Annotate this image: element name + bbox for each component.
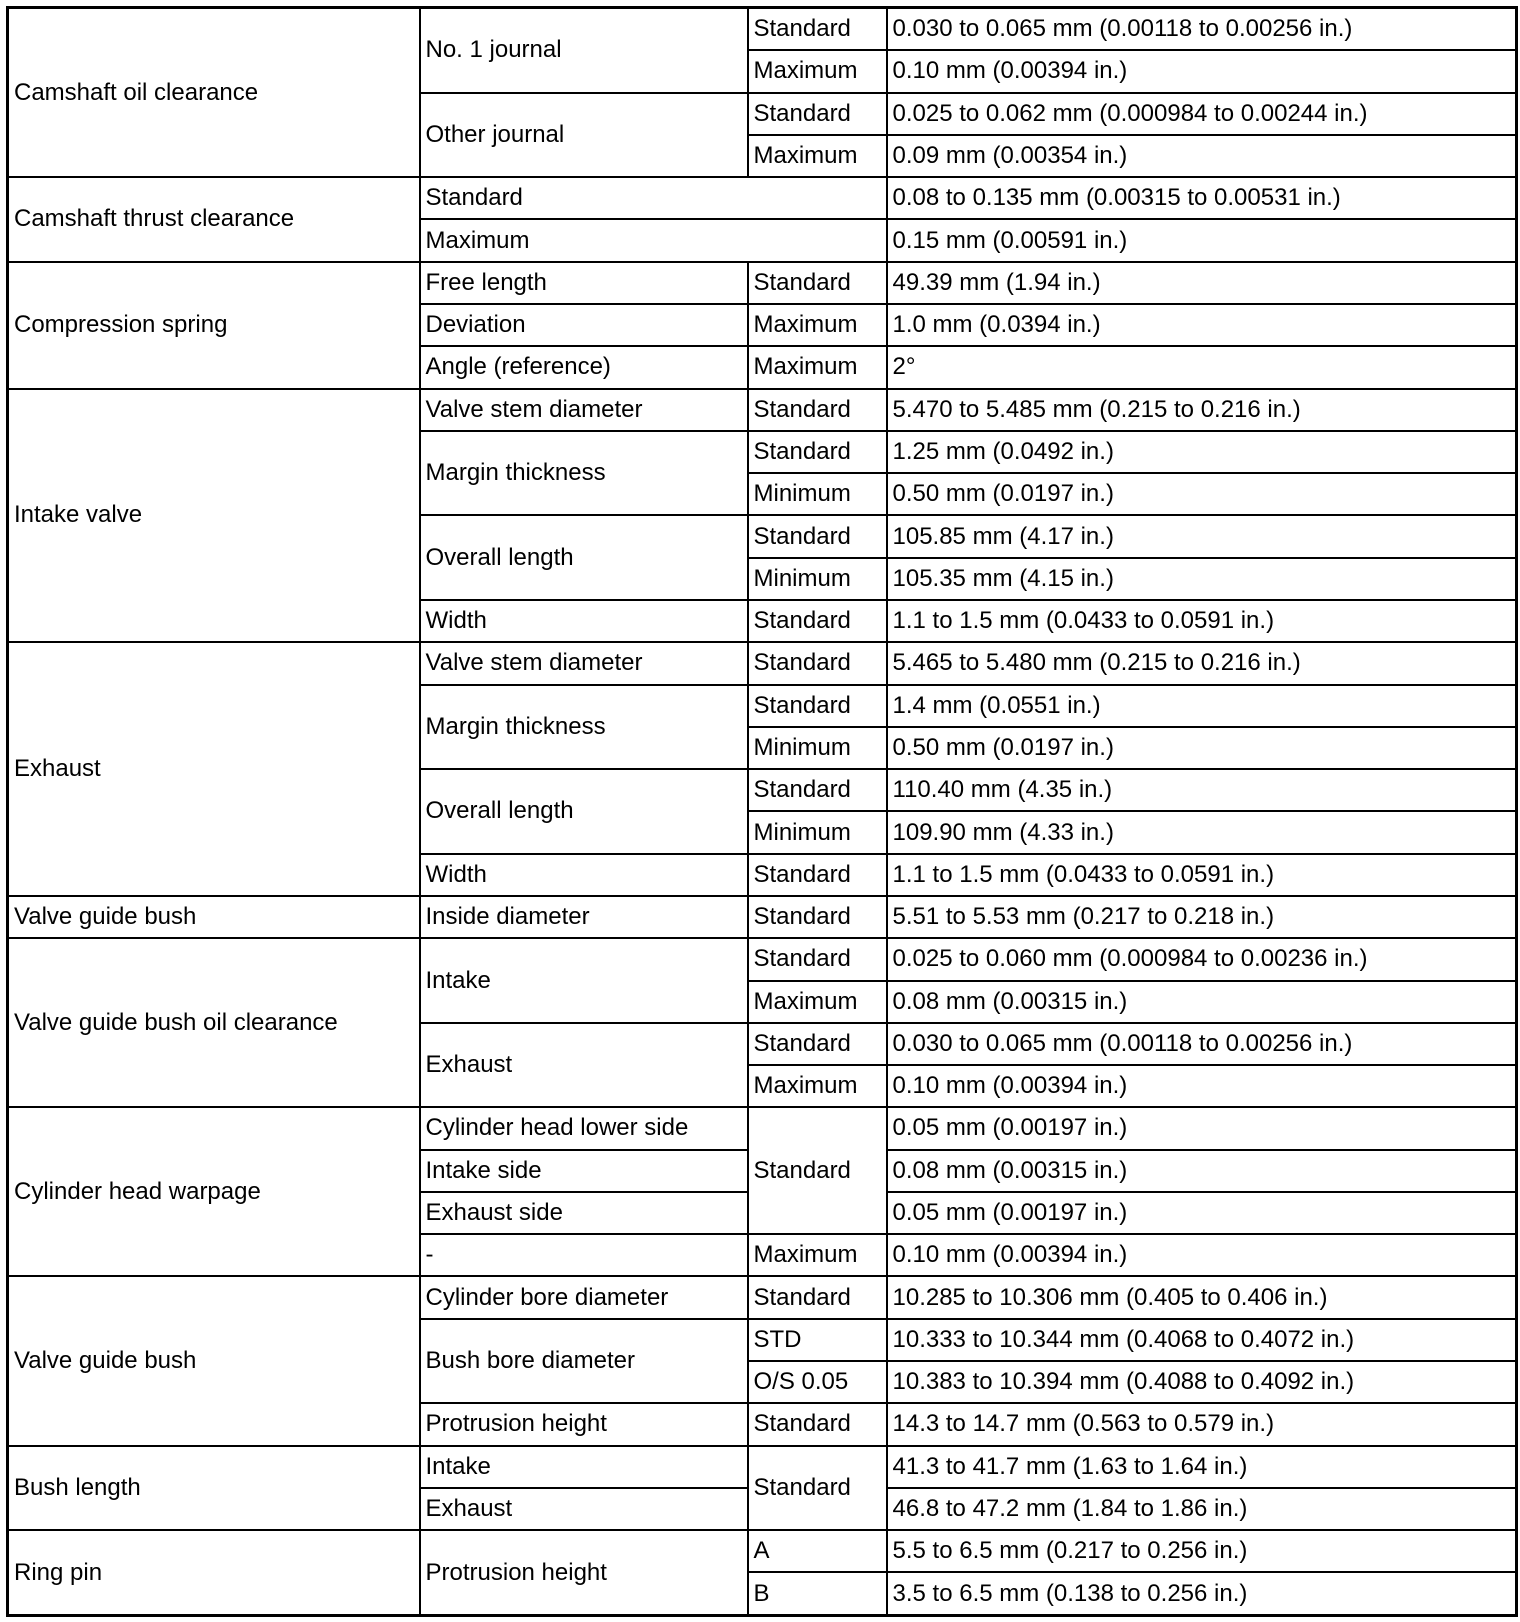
table-row xyxy=(8,1276,1517,1318)
value-cell: 5.465 to 5.480 mm (0.215 to 0.216 in.) xyxy=(887,642,1517,684)
item-cell: Standard xyxy=(420,177,887,219)
item-cell: Cylinder head lower side xyxy=(420,1107,748,1149)
condition-cell: Standard xyxy=(748,431,887,473)
specification-table xyxy=(6,6,1518,1617)
condition-cell: Standard xyxy=(748,600,887,642)
condition-cell: Standard xyxy=(748,1446,887,1531)
value-cell: 1.25 mm (0.0492 in.) xyxy=(887,431,1517,473)
item-cell: Exhaust xyxy=(420,1023,748,1108)
item-cell: Maximum xyxy=(420,219,887,261)
value-cell: 41.3 to 41.7 mm (1.63 to 1.64 in.) xyxy=(887,1446,1517,1488)
condition-cell: Standard xyxy=(748,8,887,51)
item-cell: No. 1 journal xyxy=(420,8,748,93)
value-cell: 10.285 to 10.306 mm (0.405 to 0.406 in.) xyxy=(887,1276,1517,1318)
item-cell: Protrusion height xyxy=(420,1530,748,1615)
value-cell: 109.90 mm (4.33 in.) xyxy=(887,811,1517,853)
section-label: Camshaft oil clearance xyxy=(8,8,420,178)
value-cell: 2° xyxy=(887,346,1517,388)
value-cell: 46.8 to 47.2 mm (1.84 to 1.86 in.) xyxy=(887,1488,1517,1530)
condition-cell: Standard xyxy=(748,769,887,811)
item-cell: Overall length xyxy=(420,515,748,600)
item-cell: - xyxy=(420,1234,748,1276)
value-cell: 0.08 mm (0.00315 in.) xyxy=(887,1150,1517,1192)
section-label: Intake valve xyxy=(8,389,420,643)
condition-cell: Maximum xyxy=(748,135,887,177)
item-cell: Free length xyxy=(420,262,748,304)
value-cell: 3.5 to 6.5 mm (0.138 to 0.256 in.) xyxy=(887,1572,1517,1615)
value-cell: 5.470 to 5.485 mm (0.215 to 0.216 in.) xyxy=(887,389,1517,431)
value-cell: 49.39 mm (1.94 in.) xyxy=(887,262,1517,304)
condition-cell: Maximum xyxy=(748,50,887,92)
value-cell: 0.030 to 0.065 mm (0.00118 to 0.00256 in.) xyxy=(887,8,1517,51)
table-row xyxy=(8,642,1517,684)
value-cell: 0.025 to 0.060 mm (0.000984 to 0.00236 in.) xyxy=(887,938,1517,980)
item-cell: Exhaust side xyxy=(420,1192,748,1234)
item-cell: Valve stem diameter xyxy=(420,642,748,684)
item-cell: Valve stem diameter xyxy=(420,389,748,431)
item-cell: Exhaust xyxy=(420,1488,748,1530)
table-row xyxy=(8,1107,1517,1149)
table-row xyxy=(8,938,1517,980)
condition-cell: Standard xyxy=(748,1276,887,1318)
condition-cell: Standard xyxy=(748,515,887,557)
value-cell: 10.333 to 10.344 mm (0.4068 to 0.4072 in.) xyxy=(887,1319,1517,1361)
condition-cell: Standard xyxy=(748,262,887,304)
item-cell: Width xyxy=(420,854,748,896)
section-label: Ring pin xyxy=(8,1530,420,1615)
section-label: Cylinder head warpage xyxy=(8,1107,420,1276)
item-cell: Angle (reference) xyxy=(420,346,748,388)
condition-cell: Maximum xyxy=(748,304,887,346)
table-row xyxy=(8,389,1517,431)
section-label: Valve guide bush xyxy=(8,1276,420,1445)
condition-cell: O/S 0.05 xyxy=(748,1361,887,1403)
item-cell: Deviation xyxy=(420,304,748,346)
condition-cell: Standard xyxy=(748,896,887,938)
value-cell: 0.030 to 0.065 mm (0.00118 to 0.00256 in.) xyxy=(887,1023,1517,1065)
item-cell: Intake xyxy=(420,938,748,1023)
value-cell: 1.1 to 1.5 mm (0.0433 to 0.0591 in.) xyxy=(887,600,1517,642)
condition-cell: Standard xyxy=(748,685,887,727)
condition-cell: Maximum xyxy=(748,346,887,388)
value-cell: 0.08 to 0.135 mm (0.00315 to 0.00531 in.) xyxy=(887,177,1517,219)
item-cell: Overall length xyxy=(420,769,748,854)
value-cell: 0.08 mm (0.00315 in.) xyxy=(887,981,1517,1023)
condition-cell: Minimum xyxy=(748,473,887,515)
condition-cell: B xyxy=(748,1572,887,1615)
condition-cell: Standard xyxy=(748,1023,887,1065)
condition-cell: Maximum xyxy=(748,981,887,1023)
value-cell: 105.85 mm (4.17 in.) xyxy=(887,515,1517,557)
item-cell: Intake side xyxy=(420,1150,748,1192)
item-cell: Width xyxy=(420,600,748,642)
item-cell: Protrusion height xyxy=(420,1403,748,1445)
condition-cell: Minimum xyxy=(748,811,887,853)
value-cell: 5.5 to 6.5 mm (0.217 to 0.256 in.) xyxy=(887,1530,1517,1572)
value-cell: 1.1 to 1.5 mm (0.0433 to 0.0591 in.) xyxy=(887,854,1517,896)
section-label: Compression spring xyxy=(8,262,420,389)
condition-cell: Standard xyxy=(748,389,887,431)
condition-cell: Maximum xyxy=(748,1065,887,1107)
value-cell: 0.50 mm (0.0197 in.) xyxy=(887,473,1517,515)
value-cell: 10.383 to 10.394 mm (0.4088 to 0.4092 in.) xyxy=(887,1361,1517,1403)
item-cell: Cylinder bore diameter xyxy=(420,1276,748,1318)
table-row xyxy=(8,1446,1517,1488)
item-cell: Other journal xyxy=(420,93,748,178)
value-cell: 14.3 to 14.7 mm (0.563 to 0.579 in.) xyxy=(887,1403,1517,1445)
condition-cell: Standard xyxy=(748,1107,887,1234)
item-cell: Bush bore diameter xyxy=(420,1319,748,1404)
condition-cell: Standard xyxy=(748,93,887,135)
value-cell: 0.15 mm (0.00591 in.) xyxy=(887,219,1517,261)
value-cell: 1.0 mm (0.0394 in.) xyxy=(887,304,1517,346)
table-row xyxy=(8,177,1517,219)
value-cell: 0.10 mm (0.00394 in.) xyxy=(887,50,1517,92)
condition-cell: Standard xyxy=(748,938,887,980)
item-cell: Inside diameter xyxy=(420,896,748,938)
condition-cell: Maximum xyxy=(748,1234,887,1276)
value-cell: 0.025 to 0.062 mm (0.000984 to 0.00244 in.) xyxy=(887,93,1517,135)
value-cell: 0.10 mm (0.00394 in.) xyxy=(887,1234,1517,1276)
section-label: Camshaft thrust clearance xyxy=(8,177,420,262)
value-cell: 0.10 mm (0.00394 in.) xyxy=(887,1065,1517,1107)
value-cell: 105.35 mm (4.15 in.) xyxy=(887,558,1517,600)
item-cell: Margin thickness xyxy=(420,685,748,770)
item-cell: Intake xyxy=(420,1446,748,1488)
table-row xyxy=(8,262,1517,304)
section-label: Bush length xyxy=(8,1446,420,1531)
condition-cell: Standard xyxy=(748,642,887,684)
section-label: Valve guide bush oil clearance xyxy=(8,938,420,1107)
condition-cell: Minimum xyxy=(748,727,887,769)
condition-cell: Standard xyxy=(748,854,887,896)
value-cell: 0.50 mm (0.0197 in.) xyxy=(887,727,1517,769)
section-label: Exhaust xyxy=(8,642,420,896)
table-row xyxy=(8,8,1517,51)
value-cell: 5.51 to 5.53 mm (0.217 to 0.218 in.) xyxy=(887,896,1517,938)
value-cell: 0.05 mm (0.00197 in.) xyxy=(887,1107,1517,1149)
value-cell: 110.40 mm (4.35 in.) xyxy=(887,769,1517,811)
value-cell: 0.05 mm (0.00197 in.) xyxy=(887,1192,1517,1234)
condition-cell: A xyxy=(748,1530,887,1572)
condition-cell: STD xyxy=(748,1319,887,1361)
table-row xyxy=(8,896,1517,938)
value-cell: 0.09 mm (0.00354 in.) xyxy=(887,135,1517,177)
condition-cell: Minimum xyxy=(748,558,887,600)
value-cell: 1.4 mm (0.0551 in.) xyxy=(887,685,1517,727)
table-row xyxy=(8,1530,1517,1572)
section-label: Valve guide bush xyxy=(8,896,420,938)
condition-cell: Standard xyxy=(748,1403,887,1445)
item-cell: Margin thickness xyxy=(420,431,748,516)
